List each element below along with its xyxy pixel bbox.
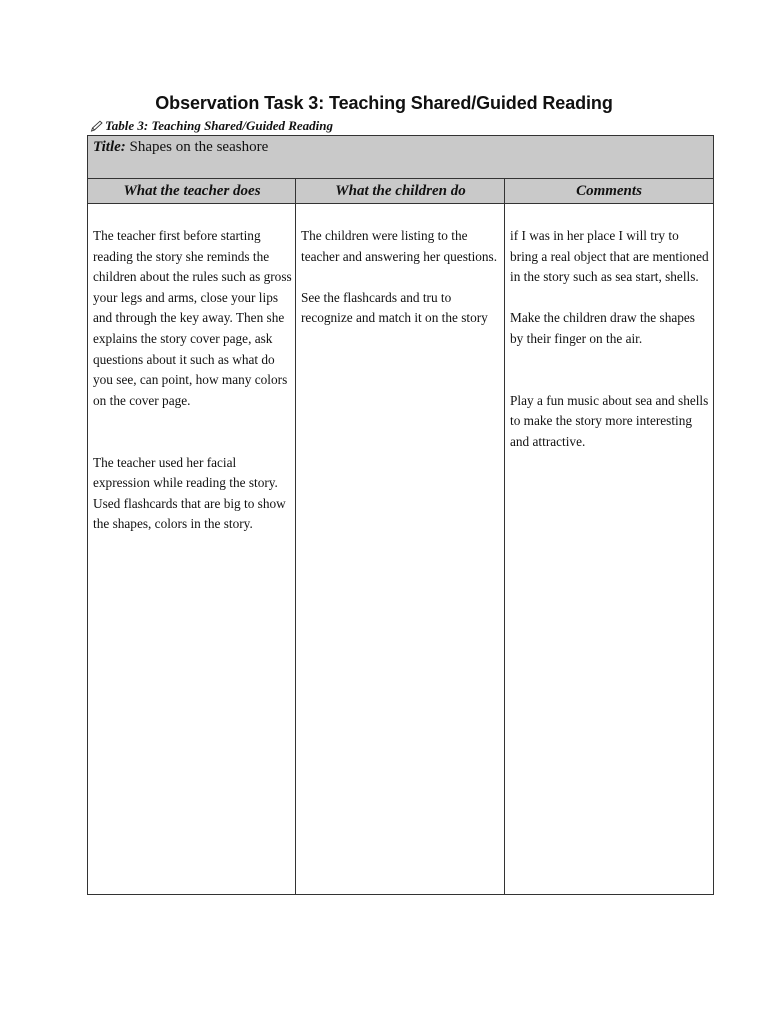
- table-title-row: [88, 136, 713, 179]
- comment-paragraph: Play a fun music about sea and shells to make the story more interesting and attractive.: [510, 392, 709, 449]
- cell-comments: [505, 204, 713, 894]
- teacher-paragraph: The teacher first before starting reading the story she reminds the children about the rules such as gross your legs and arms, close your lips and through the key away. Then she explains the story cover page, ask questions about it such as what do you see, can point, how many colors on the cover page.: [93, 228, 292, 408]
- observation-table: [87, 135, 714, 895]
- cell-children: [296, 204, 505, 894]
- pencil-icon: [90, 120, 104, 132]
- caption-text: Table 3: Teaching Shared/Guided Reading: [105, 118, 334, 133]
- cell-teacher: [88, 204, 296, 894]
- children-paragraph: See the flashcards and tru to recognize and match it on the story: [301, 289, 488, 326]
- page-title: Observation Task 3: Teaching Shared/Guided Reading: [155, 93, 613, 113]
- title-value: Shapes on the seashore: [129, 139, 269, 155]
- column-header-comments: Comments: [576, 183, 642, 199]
- comment-paragraph: Make the children draw the shapes by their finger on the air.: [510, 310, 695, 346]
- children-paragraph: The children were listing to the teacher and answering her questions.: [301, 228, 498, 264]
- table-header-row: [88, 179, 713, 204]
- column-header-teacher: What the teacher does: [123, 183, 261, 199]
- teacher-paragraph: The teacher used her facial expression while reading the story. Used flashcards that are big to show the shapes, colors in the story.: [93, 454, 286, 532]
- column-header-children: What the children do: [335, 183, 466, 199]
- title-label: Title:: [93, 139, 126, 155]
- comment-paragraph: if I was in her place I will try to bring a real object that are mentioned in the story such as sea start, shells.: [510, 228, 709, 285]
- table-caption: [90, 118, 333, 134]
